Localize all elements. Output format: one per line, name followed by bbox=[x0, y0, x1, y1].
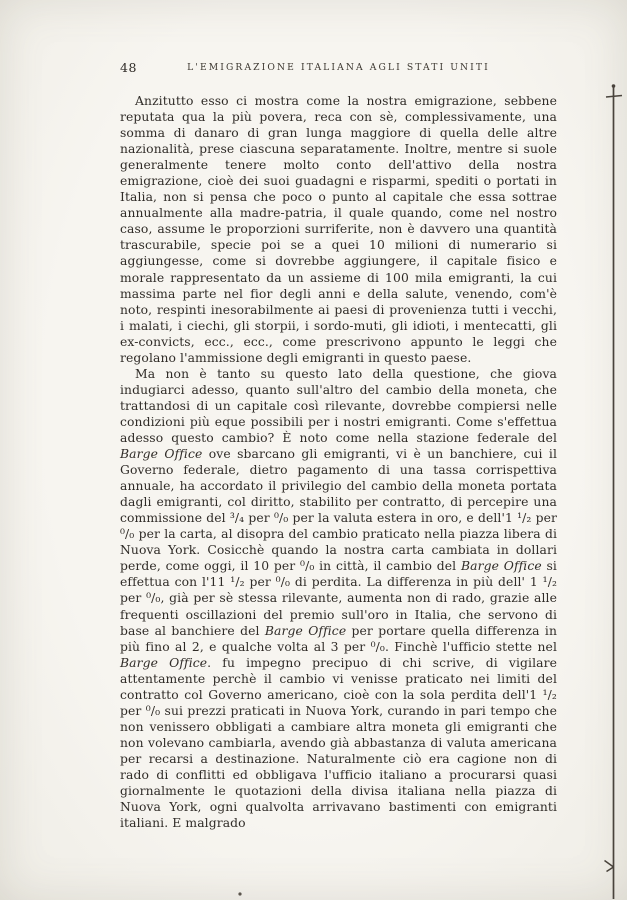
running-title: L'EMIGRAZIONE ITALIANA AGLI STATI UNITI bbox=[187, 62, 490, 73]
edge-line-tip-mark bbox=[612, 84, 616, 88]
paragraph bbox=[120, 366, 557, 831]
paragraph bbox=[120, 93, 557, 366]
page-header bbox=[120, 60, 557, 76]
text-segment: Anzitutto esso ci mostra come la nostra emigrazione, sebbene reputata qua la più povera, reca con sè, complessivamente, una somma di danaro di gran lunga maggiore di quella delle altre nazionalità, prese ciascuna separatamente. Inoltre, mentre si suole generalmente tenere molto conto dell'attivo della nostra emigrazione, cioè dei suoi guadagni e risparmi, spediti o portati in Italia, non si pensa che poco o punto al capitale che essa sottrae annualmente alla madre-patria, il quale quando, come nel nostro caso, assume le proporzioni surriferite, non è davvero una quantità trascurabile, specie poi se a quei 10 milioni di numerario si aggiungesse, come si dovrebbe aggiungere, il capitale fisico e morale rappresentato da un assieme di 100 mila emigranti, la cui massima parte nel fior degli anni e della salute, venendo, com'è noto, respinti inesorabilmente ai paesi di provenienza tutti i vecchi, i malati, i ciechi, gli storpii, i sordo-muti, gli idioti, i mentecatti, gli ex-convicts, ecc., ecc., come prescrivono appunto le leggi che regolano l'ammissione degli emigranti in questo paese. bbox=[120, 94, 557, 365]
italic-text-segment: Barge Office bbox=[120, 655, 208, 670]
text-segment: ove sbarcano gli emigranti, vi è un banchiere, cui il Governo federale, dietro pagamento di una tassa corrispettiva annuale, ha accordato il privilegio del cambio della moneta portata dagli emigranti, col diritto, stabilito per contratto, di percepire una commissione del ³/₄ per ⁰/₀ per la valuta estera in oro, e dell'1 ¹/₂ per ⁰/₀ per la carta, al disopra del cambio praticato nella piazza libera di Nuova York. Cosicchè quando la nostra carta cambiata in dollari perde, come oggi, il 10 per ⁰/₀ in città, il cambio del bbox=[120, 447, 558, 574]
text-segment: . fu impegno precipuo di chi scrive, di vigilare attentamente perchè il cambio vi venisse praticato nei limiti del contratto col Governo americano, cioè con la sola perdita dell'1 ¹/₂ per ⁰/₀ sui prezzi praticati in Nuova York, curando in pari tempo che non venissero obbligati a cambiare altra moneta gli emigranti che non volevano cambiarla, avendo già abbastanza di valuta americana per recarsi a destinazione. Naturalmente ciò era cagione non di rado di conflitti ed obbligava l'ufficio italiano a procurarsi quasi giornalmente le quotazioni della divisa italiana nella piazza di Nuova York, ogni qualvolta arrivavano bastimenti con emigranti italiani. E malgrado bbox=[120, 655, 557, 831]
edge-cross-mark bbox=[606, 96, 622, 98]
italic-text-segment: Barge Office bbox=[460, 559, 542, 574]
edge-arrow-mark bbox=[605, 861, 614, 872]
text-segment: Ma non è tanto su questo lato della questione, che giova indugiarci adesso, quanto sull'altro del cambio della moneta, che trattandosi di un capitale così rilevante, dovrebbe compiersi nelle condizioni più eque possibili per i nostri emigranti. Come s'effettua adesso questo cambio? È noto come nella stazione federale del bbox=[120, 366, 557, 445]
italic-text-segment: Barge Office bbox=[120, 447, 203, 462]
text-segment: si effettua con l'11 ¹/₂ per ⁰/₀ di perdita. La differenza in più dell' 1 ¹/₂ per ⁰/₀, già per sè stessa rilevante, aumenta non di rado, grazie alle frequenti oscillazioni del premio sull'oro in Italia, che servono di base al banchiere del bbox=[120, 559, 557, 638]
page-number: 48 bbox=[120, 60, 137, 75]
italic-text-segment: Barge Office bbox=[264, 623, 347, 638]
speck-mark bbox=[238, 892, 241, 895]
text-segment: per portare quella differenza in più fino al 2, e qualche volta al 3 per ⁰/₀. Finchè l'ufficio stette nel bbox=[120, 623, 557, 654]
page-text bbox=[120, 93, 557, 831]
